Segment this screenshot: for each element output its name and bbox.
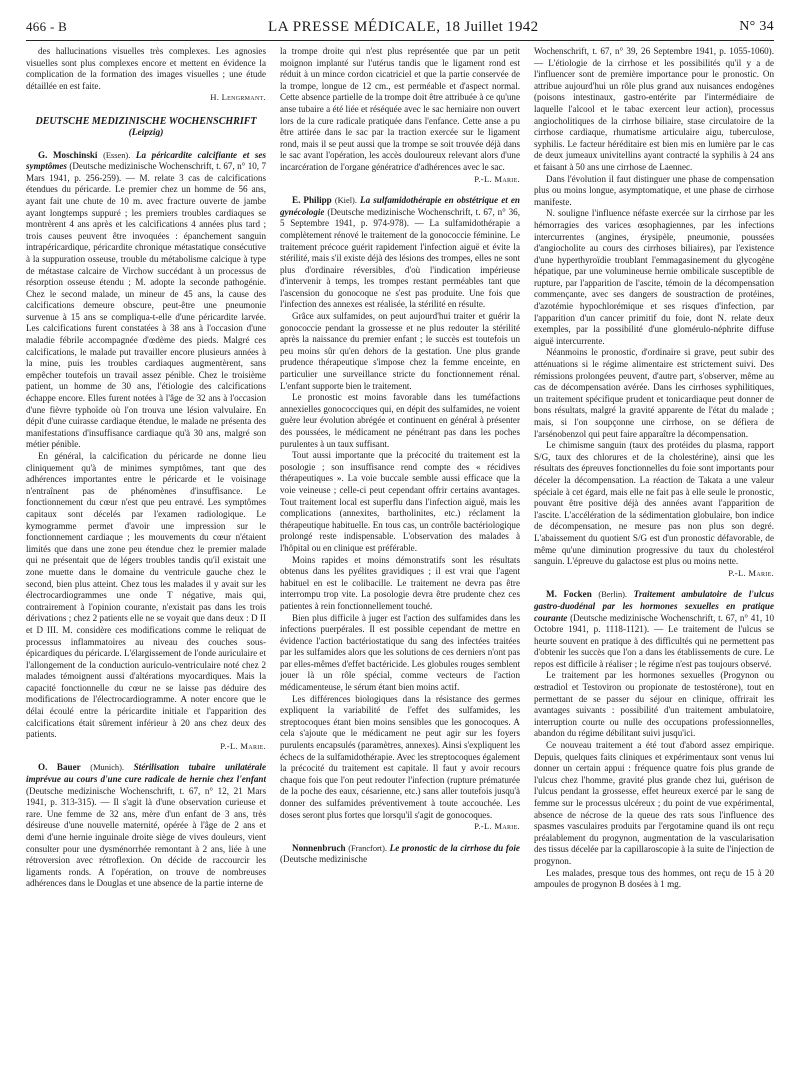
article — [534, 589, 774, 890]
article-text: Moins rapides et moins démonstratifs sont les résultats obtenus dans les pyélites gravidiques ; il est vrai que l'agent habituel en est le colibacille. Le traitement ne devra pas être interrompu trop vite. La posologie devra être prudente chez ces patientes à rein fonctionnellement touché. — [280, 554, 520, 611]
article-reference: (Deutsche medizinische Wochenschrift, t. 67, n° 12, 21 Mars 1941, p. 313-315). — [26, 785, 266, 808]
page-header — [26, 16, 774, 38]
page-number: 466 - B — [26, 19, 68, 34]
journal-city: (Leipzig) — [128, 127, 164, 138]
article-title: La péricardite calcifiante et ses symptômes — [26, 149, 266, 172]
author-city: (Essen). — [103, 150, 131, 160]
signature: H. Lengrmant. — [210, 92, 266, 103]
signature: P.-L. Marie. — [220, 740, 266, 751]
article-text: Dans l'évolution il faut distinguer une phase de compensation plus ou moins longue, asymptomatique, et une phase de cirrhose manifeste. — [534, 173, 774, 207]
article-reference: (Deutsche medizinische Wochenschrift, t. 67, n° 10, 7 Mars 1941, p. 256-259). — [26, 161, 266, 183]
article-text: En général, la calcification du péricarde ne donne lieu cliniquement qu'à de minimes symptômes, tant que des adhérences importantes entre le péricarde et le voisinage n'entraînent pas de phénomènes d'insuffisance. Le fonctionnement du cœur n'est que peu entravé. Les symptômes capitaux sont décelés par l'examen radiologique. Le kymogramme permet d'avoir une impression sur le fonctionnement cardiaque ; les mouvements du cœur n'étaient limités que dans une zone peu étendue chez le premier malade qui ne présentait que de légers troubles tandis qu'il existait une zone muette dans le domaine du ventricule gauche chez le second, bien plus atteint. Chez tous les malades il y avait sur les électrocardiogrammes une onde T négative, mais qui, contrairement à l'opinion courante, n'existait pas dans les trois dérivations ; chez 2 patients elle ne se voyait que dans deux : D II et D III. M. considère ces modifications comme le reliquat de processus inflammatoires au niveau des couches sous-épicardiques du péricarde. L'élargissement de l'onde auriculaire et l'allongement de la conduction auriculo-ventriculaire noté chez 2 malades témoignent aussi d'altérations myocardiques. Mais la capacité fonctionnelle du cœur ne se laisse pas déduire des modifications de l'électrocardiogramme. A noter encore que le délai écoulé entre la péricardite initiale et l'apparition des calcifications était sûrement inférieur à 20 ans chez deux des patients. — [26, 451, 266, 740]
article-author: O. Bauer — [38, 762, 81, 773]
article-text: des hallucinations visuelles très complexes. Les agnosies visuelles sont plus complexes encore et mettent en évidence la complication de la formation des images visuelles ; une étude détaillée en est faite. — [26, 46, 266, 91]
article-lead — [26, 762, 266, 890]
issue-date: 18 Juillet 1942 — [444, 18, 539, 35]
article-author: Nonnenbruch — [292, 842, 346, 853]
article-text: Le chimisme sanguin (taux des protéides du plasma, rapport S/G, taux des chlorures et de la cholestérine), ainsi que les résultats des épreuves fonctionnelles du foie sont importants pour déceler la décompensation. La réaction de Takata a une valeur spéciale à cet égard, mais elle ne fait pas à elle seule le pronostic, pouvant être positive déjà des années avant l'apparition de l'ascite. L'accélération de la sédimentation globulaire, bon indice de décompensation, ne mesure pas non plus son degré. L'abaissement du quotient S/G est d'un pronostic défavorable, de même qu'une diminution progressive du taux du cholestérol sanguin. L'épreuve du galactose est plus ou moins nette. — [534, 440, 774, 567]
article-text: Grâce aux sulfamides, on peut aujourd'hui traiter et guérir la gonococcie pendant la grossesse et ne plus redouter la stérilité après la naissance du premier enfant ; le succès est toutefois un peu moins sûr qu'en dehors de la gestation. Une plus grande prudence thérapeutique s'impose chez la femme enceinte, en particulier une surveillance stricte du fonctionnement rénal. L'enfant supporte bien le traitement. — [280, 311, 520, 391]
article — [26, 762, 266, 890]
article-reference: (Deutsche medizinische — [280, 854, 368, 865]
article — [26, 150, 266, 753]
article — [280, 843, 520, 866]
article-author: M. Focken — [546, 589, 592, 600]
article-lead — [280, 195, 520, 311]
article-text: — Le traitement de l'ulcus se heurte souvent en pratique à des difficultés qui ne permettent pas d'obtenir les succès que l'on a dans les établissements de cure. Le repos est difficile à réaliser ; le régime n'est pas toujours observé. — [534, 624, 774, 669]
article-text: Tout aussi importante que la précocité du traitement est la posologie ; son insuffisance rend compte des « récidives thérapeutiques ». La voie buccale semble aussi efficace que la voie veineuse ; celle-ci peut cependant offrir certains avantages. Tout traitement local est superflu dans l'infection aiguë, mais les complications (annexites, bartholinites, etc.) réclament la thérapeutique habituelle. En tous cas, un contrôle bactériologique prolongé reste indispensable. L'observation des malades à l'hôpital ou en clinique est préférable. — [280, 450, 520, 553]
column-2 — [280, 46, 520, 1066]
author-city: (Kiel). — [334, 196, 357, 206]
article-text: Wochenschrift, t. 67, n° 39, 26 Septembre 1941, p. 1055-1060). — L'étiologie de la cirrhose et les possibilités qu'il y a de l'influencer sont de première importance pour le pronostic. On attribue aujourd'hui un rôle plus grand aux nuisances endogènes (poisons intestinaux, gastro-entérite par l'intermédiaire de laquelle l'alcool et le tabac exercent leur action), processus angiocholitiques de la cirrhose biliaire, stase circulatoire de la cirrhose cardiaque, rhumatisme articulaire aigu, tuberculose, syphilis. Le facteur héréditaire est bien mis en lumière par le cas de deux jumeaux univitellins ayant contracté la syphilis à 24 ans et faisant à 50 ans une cirrhose de Laennec. — [534, 46, 774, 172]
issue-number: N° 34 — [739, 19, 774, 34]
signature: P.-L. Marie. — [474, 173, 520, 184]
author-city: (Francfort). — [348, 843, 388, 853]
author-city: (Berlin). — [598, 590, 628, 600]
journal-heading: DEUTSCHE MEDIZINISCHE WOCHENSCHRIFT — [35, 115, 257, 127]
article-author: E. Philipp — [292, 195, 332, 206]
article-lead — [280, 843, 520, 866]
article-text: la trompe droite qui n'est plus représentée que par un petit moignon implanté sur l'utérus tandis que le ligament rond est réduit à un mince cordon cicatriciel et que la partie conservée de la trompe, longue de 12 cm., est perméable et d'aspect normal. Cette absence partielle de la trompe doit être attribuée à ce qu'une anse tubaire a été liée et réséquée avec le sac herniaire non ouvert lors de la cure radicale pratiquée dans l'enfance. Cette anse a pu être attirée dans le sac par la traction exercée sur le ligament rond, mais il se peut aussi que la trompe se soit trouvée déjà dans le sac avant l'opération, les accès douloureux relevant alors d'une incarcération de l'organe génératrice d'adhérences avec le sac. — [280, 46, 520, 172]
article-reference: (Deutsche medizinische Wochenschrift, t. 67, n° 41, 10 Octobre 1941, p. 1118-1121). — [534, 612, 774, 635]
article-author: G. Moschinski — [38, 149, 98, 160]
article-text: N. souligne l'influence néfaste exercée sur la cirrhose par les hémorragies des varices œsophagiennes, par les infections intercurrentes (angines, érysipèle, pneumonie, poussées d'angiocholite au cours des cirrhoses biliaires), par l'existence d'une hyperthyroïdie troublant l'emmagasinement du glycogène hépatique, par une volumineuse hernie ombilicale susceptible de rupture, par l'apparition de l'ascite, témoin de la décompensation commençante, avec ses dangers de soustraction de protéines, d'azotémie hypochlorémique et ses risques d'infection, par l'apparition d'un cancer primitif du foie, dont N. relate deux exemples, par la possibilité d'une glomérulo-néphrite diffuse aiguë intercurrente. — [534, 208, 774, 346]
signature: P.-L. Marie. — [728, 567, 774, 578]
article-title: La sulfamidothérapie en obstétrique et en gynécologie — [280, 195, 520, 217]
article — [280, 195, 520, 833]
article-title: Traitement ambulatoire de l'ulcus gastro-duodénal par les hormones sexuelles en pratique courante — [534, 589, 774, 623]
article-lead — [26, 150, 266, 451]
publication-name: LA PRESSE MÉDICALE, — [267, 18, 441, 35]
article-text: Le traitement par les hormones sexuelles (Progynon ou œstradiol et Testoviron ou propionate de testostérone), tout en permettant de se passer du séjour en clinique, offrirait les avantages suivants : possibilité d'un traitement ambulatoire, interruption courte ou nulle des occupations professionnelles, abandon du régime débilitant suivi jusqu'ici. — [534, 670, 774, 739]
author-city: (Munich). — [90, 763, 125, 773]
article-text: Bien plus difficile à juger est l'action des sulfamides dans les infections puerpérales. Il est possible cependant de mettre en évidence l'action bactériostatique du sang des infectées traitées par les sulfamides alors que les solutions de ces derniers n'ont pas par elles-mêmes d'effet bactéricide. Les globules rouges semblent jouer là un rôle spécial, comme vecteurs de l'action médicamenteuse, le sérum étant bien moins actif. — [280, 612, 520, 693]
running-title — [268, 19, 538, 36]
article-text: — La sulfamidothérapie a complètement rénové le traitement de la gonococcie féminine. Le traitement précoce guérit rapidement l'infection aiguë et évite la stérilité, mais s'il existe déjà des lésions des trompes, elles ne sont plus d'ordinaire réversibles, d'où l'indication impérieuse d'intervenir à temps, les trompes restant perméables tant que l'ascension du gonocoque ne s'est pas produite. Une fois que l'infection des annexes est réalisée, la stérilité en résulte. — [280, 218, 520, 310]
article-text: Néanmoins le pronostic, d'ordinaire si grave, peut subir des atténuations si le régime alimentaire est strictement suivi. Des rémissions prolongées peuvent, d'autre part, s'observer, même au cas de décompensation avérée. Dans les cirrhoses syphilitiques, un traitement spécifique prudent et tonicardiaque peut donner de bons résultats, malgré la gravité apparente de l'état du malade ; mais, si l'on soupçonne une cirrhose, on se défiera de l'arsénobenzol qui peut faire apparaître la décompensation. — [534, 347, 774, 439]
article-lead — [534, 589, 774, 670]
article-text: — Il s'agit là d'une observation curieuse et rare. Une femme de 32 ans, mère d'un enfant de 3 ans, très désireuse d'une nouvelle maternité, opérée à l'âge de 2 ans et demi d'une hernie inguinale droite siège de vives douleurs, vient consulter pour une dysménorrhée remontant à 2 ans, liée à une rétroversion avec rétroflexion. On décide de raccourcir les ligaments ronds. A l'opération, on trouve de nombreuses adhérences dans le Douglas et une absence de la partie interne de — [26, 797, 266, 889]
article-text: Les différences biologiques dans la résistance des germes expliquent la variabilité de l'effet des sulfamides, les streptocoques étant bien moins sensibles que les gonocoques. A cela s'ajoute que le médicament ne peut agir sur les foyers purulents encapsulés (paramètres, annexes). Ainsi s'expliquent les échecs de la sulfamidothérapie. Avec les streptocoques également la précocité du traitement est capitale. Il faut y avoir recours chaque fois que l'on peut redouter l'infection (rupture prématurée de la poche des eaux, césarienne, etc.) sans aller toutefois jusqu'à donner des sulfamides préventivement à toute accouchée. Les doses seront plus fortes que lorsqu'il s'agit de gonocoques. — [280, 693, 520, 820]
article-title: Stérilisation tubaire unilatérale imprévue au cours d'une cure radicale de hernie chez l'enfant — [26, 762, 266, 785]
article-text: — M. relate 3 cas de calcifications étendues du péricarde. Le premier chez un homme de 56 ans, ayant fait une chute de 10 m. avec fracture ouverte de jambe ayant longtemps suppuré ; les premiers troubles cardiaques se montrèrent 4 ans après et les calcifications 4 années plus tard ; trois causes peuvent être invoquées : épanchement sanguin intrapéricardique, péricardite chronique métastatique consécutive à la suppuration osseuse, trouble du métabolisme calcique à type de métastase calcaire de Virchow succédant à un processus de résorption osseuse étendu ; M. adopte la seconde pathogénie. Chez le second malade, un mineur de 45 ans, la cause des calcifications demeure obscure, peut-être une pneumonie survenue à 15 ans se compliqua-t-elle d'une péricardite larvée. Les calcifications furent constatées à 38 ans à l'occasion d'une maladie fébrile accompagnée d'œdème des pieds. Malgré ces calcifications, le malade put travailler encore plusieurs années à la mine, puis les troubles cardiaques augmentèrent, sans empêcher toutefois un travail assez pénible. Chez le troisième patient, un homme de 30 ans, l'étiologie des calcifications échappe encore. Elles furent notées à l'âge de 32 ans à l'occasion d'une fièvre typhoïde où l'on trouva une lésion valvulaire. En dépit d'une cuirasse cardiaque étendue, le malade ne présenta des manifestations d'insuffisance cardiaque qu'à 30 ans, malgré son métier pénible. — [26, 172, 266, 450]
article-text: Le pronostic est moins favorable dans les tuméfactions annexielles gonococciques qui, en dépit des sulfamides, ne voient guère leur évolution abrégée et continuent en général à présenter des poussées, le médicament ne pénétrant pas dans les poches purulentes à un taux suffisant. — [280, 392, 520, 449]
signature: P.-L. Marie. — [474, 821, 520, 832]
article-reference: (Deutsche medizinische Wochenschrift, t. 67, n° 36, 5 Septembre 1941, p. 974-978). — [280, 206, 520, 229]
article-text: Ce nouveau traitement a été tout d'abord assez empirique. Depuis, quelques faits cliniques et expérimentaux sont venus lui donner un certain appui : fréquence quatre fois plus grande de l'ulcus chez l'homme, gravité plus grande chez lui, guérison de l'ulcus pendant la grossesse, effet heureux exercé par le sang de femme sur le processus ulcéreux ; du point de vue expérimental, absence de nécrose de la queue des rats sous l'influence des spasmes vasculaires produits par l'ergotamine quand ils ont reçu préalablement du progynon, augmentation de la vascularisation des tissus décelée par la capillaroscopie à la suite de l'injection de progynon. — [534, 740, 774, 866]
column-3 — [534, 46, 774, 1066]
column-1 — [26, 46, 266, 1066]
article-title: Le pronostic de la cirrhose du foie — [389, 842, 520, 853]
article-text: Les malades, presque tous des hommes, ont reçu de 15 à 20 ampoules de progynon B dosées à 1 mg. — [534, 867, 774, 890]
header-rule — [26, 40, 774, 41]
